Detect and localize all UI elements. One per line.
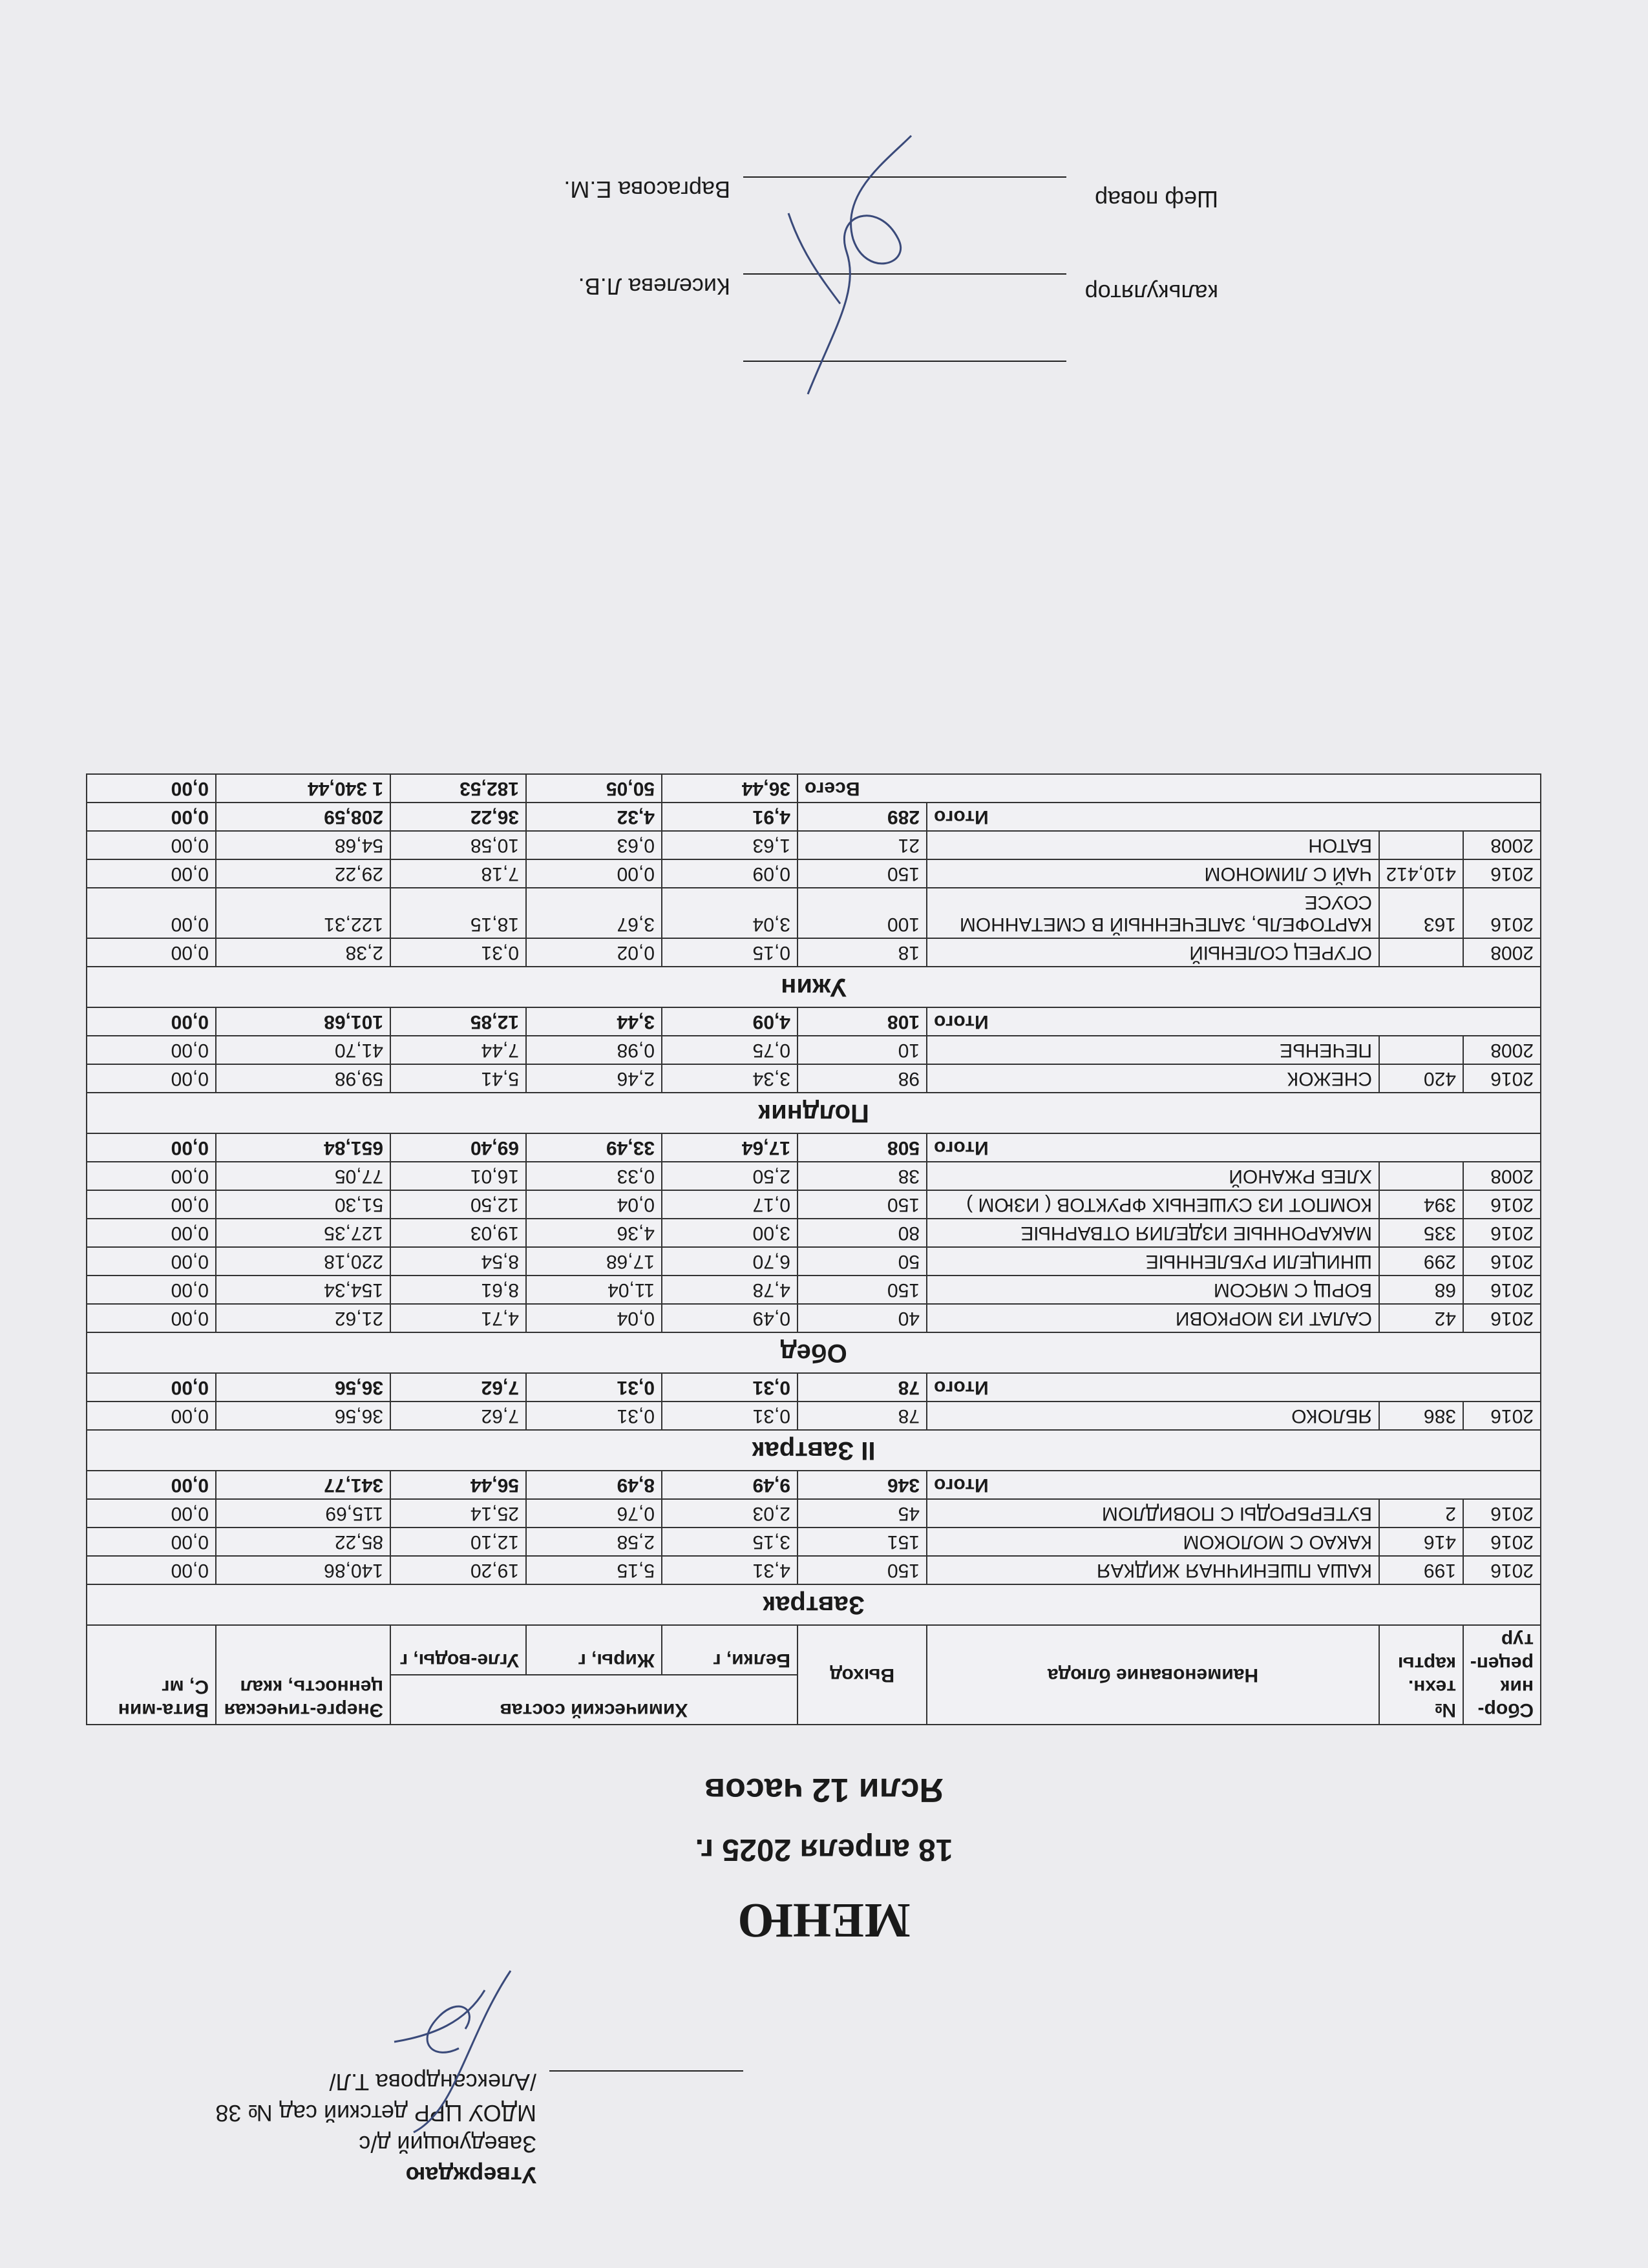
col-vitamin-c: Вита-мин С, мг [87, 1625, 216, 1725]
cell-protein: 4,31 [662, 1556, 798, 1584]
total-label: Итого [927, 1373, 1541, 1402]
cell-collection: 2016 [1463, 1304, 1541, 1332]
cell-collection: 2016 [1463, 1402, 1541, 1430]
grand-total-carb: 182,53 [390, 774, 526, 803]
total-row [87, 1373, 1541, 1402]
section-header-row [87, 1584, 1541, 1625]
total-label: Итого [927, 1471, 1541, 1499]
col-collection: Сбор-ник рецеп-тур [1463, 1625, 1541, 1725]
cell-dish: ПЕЧЕНЬЕ [927, 1036, 1379, 1064]
table-row [87, 831, 1541, 859]
cell-energy: 21,62 [216, 1304, 390, 1332]
grand-total-protein: 36,44 [662, 774, 798, 803]
cell-energy: 59,98 [216, 1064, 390, 1093]
cell-yield: 98 [798, 1064, 927, 1093]
section-title: Полдник [87, 1093, 1541, 1133]
cell-vitamin: 0,00 [87, 1528, 216, 1556]
section-title: Обед [87, 1332, 1541, 1373]
grand-total-row [87, 774, 1541, 803]
chef-label: Шеф повар [1095, 186, 1218, 213]
total-vitamin: 0,00 [87, 803, 216, 831]
total-protein: 4,91 [662, 803, 798, 831]
table-row [87, 1036, 1541, 1064]
cell-carb: 4,71 [390, 1304, 526, 1332]
total-label: Итого [927, 1133, 1541, 1162]
calculator-name: Киселева Л.В. [578, 273, 730, 300]
section-title: Завтрак [87, 1584, 1541, 1625]
cell-vitamin: 0,00 [87, 1190, 216, 1219]
table-row [87, 888, 1541, 938]
total-fat: 8,49 [526, 1471, 662, 1499]
cell-yield: 45 [798, 1499, 927, 1528]
cell-vitamin: 0,00 [87, 1162, 216, 1190]
cell-dish: БУТЕРБРОДЫ С ПОВИДЛОМ [927, 1499, 1379, 1528]
cell-vitamin: 0,00 [87, 938, 216, 967]
cell-yield: 21 [798, 831, 927, 859]
total-vitamin: 0,00 [87, 1133, 216, 1162]
cell-dish: КАША ПШЕНИЧНАЯ ЖИДКАЯ [927, 1556, 1379, 1584]
cell-card: 335 [1379, 1219, 1463, 1247]
cell-energy: 29,22 [216, 859, 390, 888]
cell-protein: 1,63 [662, 831, 798, 859]
total-fat: 33,49 [526, 1133, 662, 1162]
section-header-row [87, 1332, 1541, 1373]
cell-fat: 0,00 [526, 859, 662, 888]
cell-card [1379, 831, 1463, 859]
cell-yield: 150 [798, 1556, 927, 1584]
cell-card [1379, 1162, 1463, 1190]
table-row [87, 1556, 1541, 1584]
total-yield: 108 [798, 1007, 927, 1036]
table-row [87, 1064, 1541, 1093]
cell-carb: 19,03 [390, 1219, 526, 1247]
cell-carb: 8,61 [390, 1276, 526, 1304]
cell-vitamin: 0,00 [87, 1064, 216, 1093]
cell-collection: 2016 [1463, 1276, 1541, 1304]
cell-vitamin: 0,00 [87, 1556, 216, 1584]
cell-vitamin: 0,00 [87, 1276, 216, 1304]
cell-fat: 0,76 [526, 1499, 662, 1528]
cell-dish: БОРЩ С МЯСОМ [927, 1276, 1379, 1304]
cell-vitamin: 0,00 [87, 1304, 216, 1332]
col-card-number: № техн. карты [1379, 1625, 1463, 1725]
cell-yield: 40 [798, 1304, 927, 1332]
approval-signature-line [549, 2070, 743, 2072]
cell-energy: 85,22 [216, 1528, 390, 1556]
cell-dish: СНЕЖОК [927, 1064, 1379, 1093]
col-fat: Жиры, г [526, 1625, 662, 1675]
chef-name: Варгасова Е.М. [564, 176, 730, 203]
cell-vitamin: 0,00 [87, 1499, 216, 1528]
total-row [87, 1471, 1541, 1499]
cell-carb: 25,14 [390, 1499, 526, 1528]
cell-carb: 7,62 [390, 1402, 526, 1430]
col-energy: Энерге-тическая ценность, ккал [216, 1625, 390, 1725]
col-yield: Выход [798, 1625, 927, 1725]
cell-fat: 0,04 [526, 1304, 662, 1332]
cell-vitamin: 0,00 [87, 1036, 216, 1064]
document-title: МЕНЮ [737, 1893, 911, 1948]
table-row [87, 1528, 1541, 1556]
cell-dish: ХЛЕБ РЖАНОЙ [927, 1162, 1379, 1190]
cell-energy: 54,68 [216, 831, 390, 859]
cell-carb: 10,58 [390, 831, 526, 859]
cell-energy: 36,56 [216, 1402, 390, 1430]
cell-fat: 2,58 [526, 1528, 662, 1556]
cell-energy: 220,18 [216, 1247, 390, 1276]
cell-vitamin: 0,00 [87, 1402, 216, 1430]
total-vitamin: 0,00 [87, 1007, 216, 1036]
total-protein: 0,31 [662, 1373, 798, 1402]
cell-carb: 7,18 [390, 859, 526, 888]
total-yield: 508 [798, 1133, 927, 1162]
cell-dish: ШНИЦЕЛИ РУБЛЕННЫЕ [927, 1247, 1379, 1276]
cell-dish: МАКАРОННЫЕ ИЗДЕЛИЯ ОТВАРНЫЕ [927, 1219, 1379, 1247]
cell-collection: 2016 [1463, 888, 1541, 938]
cell-dish: КОМПОТ ИЗ СУШЕНЫХ ФРУКТОВ ( ИЗЮМ ) [927, 1190, 1379, 1219]
total-carb: 12,85 [390, 1007, 526, 1036]
table-row [87, 1190, 1541, 1219]
total-row [87, 1133, 1541, 1162]
cell-fat: 0,63 [526, 831, 662, 859]
total-vitamin: 0,00 [87, 1373, 216, 1402]
cell-yield: 38 [798, 1162, 927, 1190]
table-row [87, 938, 1541, 967]
cell-dish: КАКАО С МОЛОКОМ [927, 1528, 1379, 1556]
cell-protein: 3,04 [662, 888, 798, 938]
cell-protein: 0,75 [662, 1036, 798, 1064]
cell-card: 420 [1379, 1064, 1463, 1093]
approval-organization: МДОУ ЦРР детский сад № 38 [215, 2100, 536, 2126]
cell-protein: 2,50 [662, 1162, 798, 1190]
cell-dish: САЛАТ ИЗ МОРКОВИ [927, 1304, 1379, 1332]
col-chemical-composition: Химический состав [390, 1675, 798, 1725]
total-energy: 651,84 [216, 1133, 390, 1162]
cell-carb: 16,01 [390, 1162, 526, 1190]
cell-fat: 0,33 [526, 1162, 662, 1190]
cell-collection: 2008 [1463, 1162, 1541, 1190]
total-carb: 56,44 [390, 1471, 526, 1499]
grand-total-fat: 50,05 [526, 774, 662, 803]
total-fat: 4,32 [526, 803, 662, 831]
cell-protein: 4,78 [662, 1276, 798, 1304]
approval-title: Утверждаю [405, 2162, 536, 2189]
total-fat: 3,44 [526, 1007, 662, 1036]
cell-protein: 0,49 [662, 1304, 798, 1332]
table-row [87, 1219, 1541, 1247]
cell-collection: 2016 [1463, 1556, 1541, 1584]
cell-yield: 100 [798, 888, 927, 938]
total-row [87, 1007, 1541, 1036]
cell-collection: 2008 [1463, 831, 1541, 859]
table-row [87, 1247, 1541, 1276]
cell-fat: 0,02 [526, 938, 662, 967]
cell-dish: БАТОН [927, 831, 1379, 859]
table-header-row [87, 1675, 1541, 1725]
cell-fat: 0,31 [526, 1402, 662, 1430]
section-header-row [87, 967, 1541, 1007]
cell-protein: 3,15 [662, 1528, 798, 1556]
cell-vitamin: 0,00 [87, 831, 216, 859]
total-label: Итого [927, 1007, 1541, 1036]
cell-yield: 151 [798, 1528, 927, 1556]
cell-carb: 12,10 [390, 1528, 526, 1556]
table-row [87, 1304, 1541, 1332]
calculator-label: калькулятор [1084, 280, 1218, 306]
cell-yield: 80 [798, 1219, 927, 1247]
total-fat: 0,31 [526, 1373, 662, 1402]
cell-dish: ЯБЛОКО [927, 1402, 1379, 1430]
total-label: Итого [927, 803, 1541, 831]
total-yield: 289 [798, 803, 927, 831]
cell-protein: 0,09 [662, 859, 798, 888]
cell-energy: 2,38 [216, 938, 390, 967]
section-header-row [87, 1430, 1541, 1471]
cell-carb: 8,54 [390, 1247, 526, 1276]
cell-carb: 19,20 [390, 1556, 526, 1584]
cell-yield: 150 [798, 859, 927, 888]
cell-yield: 18 [798, 938, 927, 967]
cell-vitamin: 0,00 [87, 1219, 216, 1247]
cell-yield: 78 [798, 1402, 927, 1430]
section-header-row [87, 1093, 1541, 1133]
cell-carb: 12,50 [390, 1190, 526, 1219]
cell-card: 416 [1379, 1528, 1463, 1556]
cell-fat: 0,98 [526, 1036, 662, 1064]
staff-signature-icon [769, 123, 937, 407]
cell-dish: КАРТОФЕЛЬ, ЗАПЕЧЕННЫЙ В СМЕТАННОМ СОУСЕ [927, 888, 1379, 938]
cell-collection: 2016 [1463, 859, 1541, 888]
table-row [87, 1499, 1541, 1528]
total-yield: 346 [798, 1471, 927, 1499]
cell-energy: 115,69 [216, 1499, 390, 1528]
cell-fat: 4,36 [526, 1219, 662, 1247]
cell-carb: 7,44 [390, 1036, 526, 1064]
cell-card [1379, 1036, 1463, 1064]
cell-protein: 3,00 [662, 1219, 798, 1247]
cell-protein: 3,34 [662, 1064, 798, 1093]
cell-fat: 2,46 [526, 1064, 662, 1093]
cell-collection: 2016 [1463, 1499, 1541, 1528]
cell-card: 299 [1379, 1247, 1463, 1276]
col-protein: Белки, г [662, 1625, 798, 1675]
cell-dish: ЧАЙ С ЛИМОНОМ [927, 859, 1379, 888]
cell-collection: 2016 [1463, 1247, 1541, 1276]
approval-position: Заведующий д/с [359, 2131, 536, 2158]
cell-vitamin: 0,00 [87, 859, 216, 888]
cell-fat: 11,04 [526, 1276, 662, 1304]
cell-dish: ОГУРЕЦ СОЛЕНЫЙ [927, 938, 1379, 967]
cell-protein: 6,70 [662, 1247, 798, 1276]
cell-fat: 5,15 [526, 1556, 662, 1584]
table-row [87, 1162, 1541, 1190]
cell-fat: 3,67 [526, 888, 662, 938]
cell-yield: 150 [798, 1276, 927, 1304]
cell-yield: 10 [798, 1036, 927, 1064]
director-signature-icon [381, 1958, 523, 2139]
cell-collection: 2016 [1463, 1190, 1541, 1219]
cell-card: 386 [1379, 1402, 1463, 1430]
total-energy: 36,56 [216, 1373, 390, 1402]
table-row [87, 1402, 1541, 1430]
cell-energy: 51,30 [216, 1190, 390, 1219]
total-protein: 9,49 [662, 1471, 798, 1499]
table-row [87, 859, 1541, 888]
col-carbohydrate: Угле-воды, г [390, 1625, 526, 1675]
cell-card [1379, 938, 1463, 967]
section-title: II Завтрак [87, 1430, 1541, 1471]
cell-card: 2 [1379, 1499, 1463, 1528]
menu-table-body [87, 774, 1541, 1625]
cell-card: 410,412 [1379, 859, 1463, 888]
cell-energy: 140,86 [216, 1556, 390, 1584]
cell-card: 394 [1379, 1190, 1463, 1219]
total-protein: 17,64 [662, 1133, 798, 1162]
cell-yield: 50 [798, 1247, 927, 1276]
cell-fat: 0,04 [526, 1190, 662, 1219]
cell-energy: 122,31 [216, 888, 390, 938]
cell-carb: 18,15 [390, 888, 526, 938]
cell-card: 163 [1379, 888, 1463, 938]
cell-protein: 0,15 [662, 938, 798, 967]
cell-protein: 2,03 [662, 1499, 798, 1528]
cell-protein: 0,31 [662, 1402, 798, 1430]
cell-collection: 2016 [1463, 1219, 1541, 1247]
cell-energy: 41,70 [216, 1036, 390, 1064]
grand-total-vitamin: 0,00 [87, 774, 216, 803]
cell-collection: 2008 [1463, 938, 1541, 967]
cell-card: 199 [1379, 1556, 1463, 1584]
total-vitamin: 0,00 [87, 1471, 216, 1499]
grand-total-label: Всего [798, 774, 1541, 803]
total-energy: 101,68 [216, 1007, 390, 1036]
cell-card: 68 [1379, 1276, 1463, 1304]
section-title: Ужин [87, 967, 1541, 1007]
cell-energy: 77,05 [216, 1162, 390, 1190]
cell-collection: 2016 [1463, 1064, 1541, 1093]
cell-collection: 2016 [1463, 1528, 1541, 1556]
total-row [87, 803, 1541, 831]
cell-carb: 0,31 [390, 938, 526, 967]
total-carb: 69,40 [390, 1133, 526, 1162]
cell-card: 42 [1379, 1304, 1463, 1332]
total-yield: 78 [798, 1373, 927, 1402]
total-carb: 36,22 [390, 803, 526, 831]
cell-carb: 5,41 [390, 1064, 526, 1093]
menu-table [86, 773, 1541, 1725]
group-name: Ясли 12 часов [704, 1771, 944, 1809]
cell-energy: 127,35 [216, 1219, 390, 1247]
cell-fat: 17,68 [526, 1247, 662, 1276]
grand-total-energy: 1 340,44 [216, 774, 390, 803]
total-energy: 341,77 [216, 1471, 390, 1499]
cell-protein: 0,17 [662, 1190, 798, 1219]
cell-energy: 154,34 [216, 1276, 390, 1304]
table-row [87, 1276, 1541, 1304]
approval-head-name: /Александрова Т.Л/ [329, 2069, 536, 2095]
cell-yield: 150 [798, 1190, 927, 1219]
cell-vitamin: 0,00 [87, 888, 216, 938]
cell-collection: 2008 [1463, 1036, 1541, 1064]
total-energy: 208,59 [216, 803, 390, 831]
col-dish-name: Наименование блюда [927, 1625, 1379, 1725]
menu-date: 18 апреля 2025 г. [695, 1832, 953, 1867]
total-protein: 4,09 [662, 1007, 798, 1036]
total-carb: 7,62 [390, 1373, 526, 1402]
cell-vitamin: 0,00 [87, 1247, 216, 1276]
